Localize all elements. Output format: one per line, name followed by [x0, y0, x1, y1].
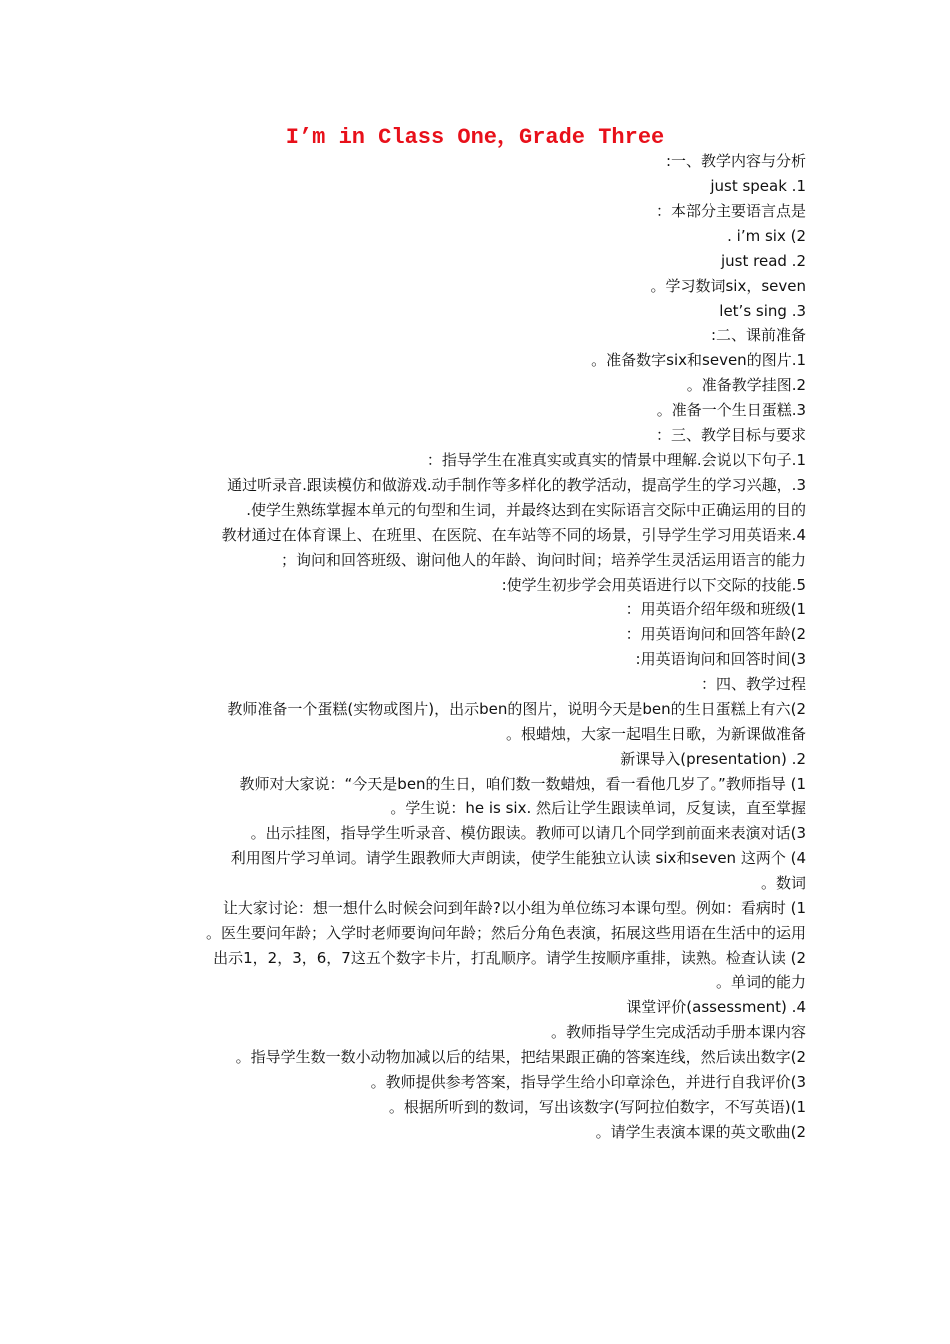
text-line: 。准备一个生日蛋糕.3 — [656, 401, 806, 419]
text-line: 。出示挂图，指导学生听录音、模仿跟读。教师可以请几个同学到前面来表演对话(3 — [250, 824, 806, 842]
text-line: 。数词 — [760, 874, 806, 892]
text-line: 让大家讨论：想一想什么时候会问到年龄?以小组为单位练习本课句型。例如：看病时 (1 — [222, 899, 806, 917]
text-line: ：四、教学过程 — [700, 675, 806, 693]
text-line: let’s sing .3 — [719, 302, 806, 320]
text-line: 新课导入(presentation) .2 — [620, 750, 806, 768]
text-line: 。学习数词six，seven — [650, 277, 806, 295]
text-line: 。根蜡烛，大家一起唱生日歌，为新课做准备 — [505, 725, 806, 743]
text-line: 。教师指导学生完成活动手册本课内容 — [550, 1023, 806, 1041]
text-line: 出示1，2，3，6，7这五个数字卡片，打乱顺序。请学生按顺序重排，读熟。检查认读 (2 — [213, 949, 806, 967]
text-line: .使学生熟练掌握本单元的句型和生词，并最终达到在实际语言交际中正确运用的目的 — [246, 501, 806, 519]
text-line: just read .2 — [721, 252, 806, 270]
text-line: 。根据所听到的数词，写出该数字(写阿拉伯数字，不写英语)(1 — [388, 1098, 806, 1116]
text-line: ：用英语询问和回答年龄(2 — [625, 625, 806, 643]
text-line: 。请学生表演本课的英文歌曲(2 — [595, 1123, 806, 1141]
text-line: :一、教学内容与分析 — [665, 152, 806, 170]
text-line: 教材通过在体育课上、在班里、在医院、在车站等不同的场景，引导学生学习用英语来.4 — [221, 526, 806, 544]
text-line: 课堂评价(assessment) .4 — [626, 998, 806, 1016]
text-line: 。指导学生数一数小动物加减以后的结果，把结果跟正确的答案连线，然后读出数字(2 — [235, 1048, 806, 1066]
text-line: 。医生要问年龄；入学时老师要询问年龄；然后分角色表演，拓展这些用语在生活中的运用 — [205, 924, 806, 942]
text-line: ；询问和回答班级、谢问他人的年龄、询问时间；培养学生灵活运用语言的能力 — [280, 551, 806, 569]
text-line: 。准备数字six和seven的图片.1 — [591, 351, 806, 369]
text-line: :用英语询问和回答时间(3 — [635, 650, 806, 668]
text-line: ：三、教学目标与要求 — [655, 426, 806, 444]
text-line: :二、课前准备 — [710, 326, 806, 344]
text-line: 教师对大家说：“今天是ben的生日，咱们数一数蜡烛，看一看他几岁了。”教师指导 (1 — [239, 775, 806, 793]
text-line: 。准备教学挂图.2 — [686, 376, 806, 394]
text-line: just speak .1 — [710, 177, 806, 195]
text-line: 利用图片学习单词。请学生跟教师大声朗读，使学生能独立认读 six和seven 这两个 (4 — [230, 849, 806, 867]
text-line: 。教师提供参考答案，指导学生给小印章涂色，并进行自我评价(3 — [370, 1073, 806, 1091]
text-line: ：本部分主要语言点是 — [655, 202, 806, 220]
text-line: . i’m six (2 — [727, 227, 806, 245]
text-line: ：用英语介绍年级和班级(1 — [625, 600, 806, 618]
text-line: 。学生说：he is six. 然后让学生跟读单词，反复读，直至掌握 — [390, 799, 806, 817]
text-line: 。单词的能力 — [715, 973, 806, 991]
text-line: ：指导学生在准真实或真实的情景中理解.会说以下句子.1 — [426, 451, 806, 469]
text-line: 教师准备一个蛋糕(实物或图片)，出示ben的图片，说明今天是ben的生日蛋糕上有六(2 — [227, 700, 806, 718]
text-line: 通过听录音.跟读模仿和做游戏.动手制作等多样化的教学活动，提高学生的学习兴趣，.3 — [227, 476, 806, 494]
text-line: :使学生初步学会用英语进行以下交际的技能.5 — [501, 576, 806, 594]
document-title: I’m in Class One，Grade Three — [285, 125, 665, 150]
